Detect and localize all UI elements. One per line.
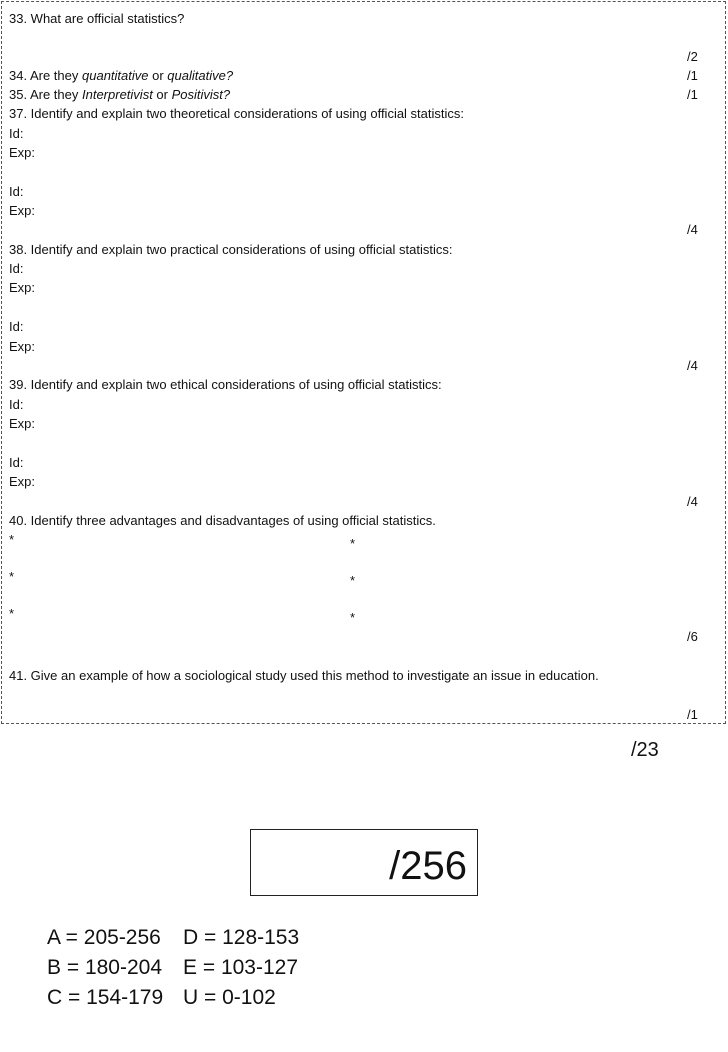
mark-35: /1 bbox=[687, 87, 698, 102]
grade-u: U = 0-102 bbox=[183, 986, 276, 1009]
exp-label: Exp: bbox=[9, 339, 36, 354]
overall-total: /256 bbox=[389, 844, 467, 888]
exp-label: Exp: bbox=[9, 145, 36, 160]
id-label: Id: bbox=[9, 319, 24, 334]
advantage-bullet: * bbox=[9, 569, 15, 584]
question-33: 33. What are official statistics? bbox=[9, 11, 185, 26]
mark-34: /1 bbox=[687, 68, 698, 83]
question-40: 40. Identify three advantages and disadvantages of using official statistics. bbox=[9, 513, 436, 528]
mark-33: /2 bbox=[687, 49, 698, 64]
disadvantage-bullet: * bbox=[350, 573, 356, 588]
advantage-bullet: * bbox=[9, 606, 15, 621]
mark-40: /6 bbox=[687, 629, 698, 644]
question-37: 37. Identify and explain two theoretical considerations of using official statistics: bbox=[9, 106, 465, 121]
question-41: 41. Give an example of how a sociological study used this method to investigate an issue in education. bbox=[9, 668, 599, 683]
mark-39: /4 bbox=[687, 494, 698, 509]
disadvantage-bullet: * bbox=[350, 536, 356, 551]
exp-label: Exp: bbox=[9, 474, 36, 489]
disadvantage-bullet: * bbox=[350, 610, 356, 625]
id-label: Id: bbox=[9, 126, 24, 141]
exp-label: Exp: bbox=[9, 416, 36, 431]
question-39: 39. Identify and explain two ethical considerations of using official statistics: bbox=[9, 377, 442, 392]
grade-c: C = 154-179 bbox=[47, 986, 164, 1009]
exp-label: Exp: bbox=[9, 280, 36, 295]
question-38: 38. Identify and explain two practical considerations of using official statistics: bbox=[9, 242, 453, 257]
grade-row bbox=[47, 923, 299, 953]
id-label: Id: bbox=[9, 397, 24, 412]
section-total: /23 bbox=[631, 739, 659, 761]
grade-d: D = 128-153 bbox=[183, 926, 300, 949]
exp-label: Exp: bbox=[9, 203, 36, 218]
mark-37: /4 bbox=[687, 222, 698, 237]
id-label: Id: bbox=[9, 184, 24, 199]
id-label: Id: bbox=[9, 455, 24, 470]
overall-score-box bbox=[250, 829, 478, 896]
grade-a: A = 205-256 bbox=[47, 926, 161, 949]
mark-38: /4 bbox=[687, 358, 698, 373]
mark-41: /1 bbox=[687, 707, 698, 722]
grade-row bbox=[47, 953, 299, 983]
advantage-bullet: * bbox=[9, 532, 15, 547]
grade-b: B = 180-204 bbox=[47, 956, 163, 979]
grade-e: E = 103-127 bbox=[183, 956, 299, 979]
question-35: 35. Are they Interpretivist or Positivist? bbox=[9, 87, 231, 102]
question-34: 34. Are they quantitative or qualitative? bbox=[9, 68, 234, 83]
id-label: Id: bbox=[9, 261, 24, 276]
grade-row bbox=[47, 983, 299, 1013]
grade-boundaries bbox=[47, 923, 299, 1013]
